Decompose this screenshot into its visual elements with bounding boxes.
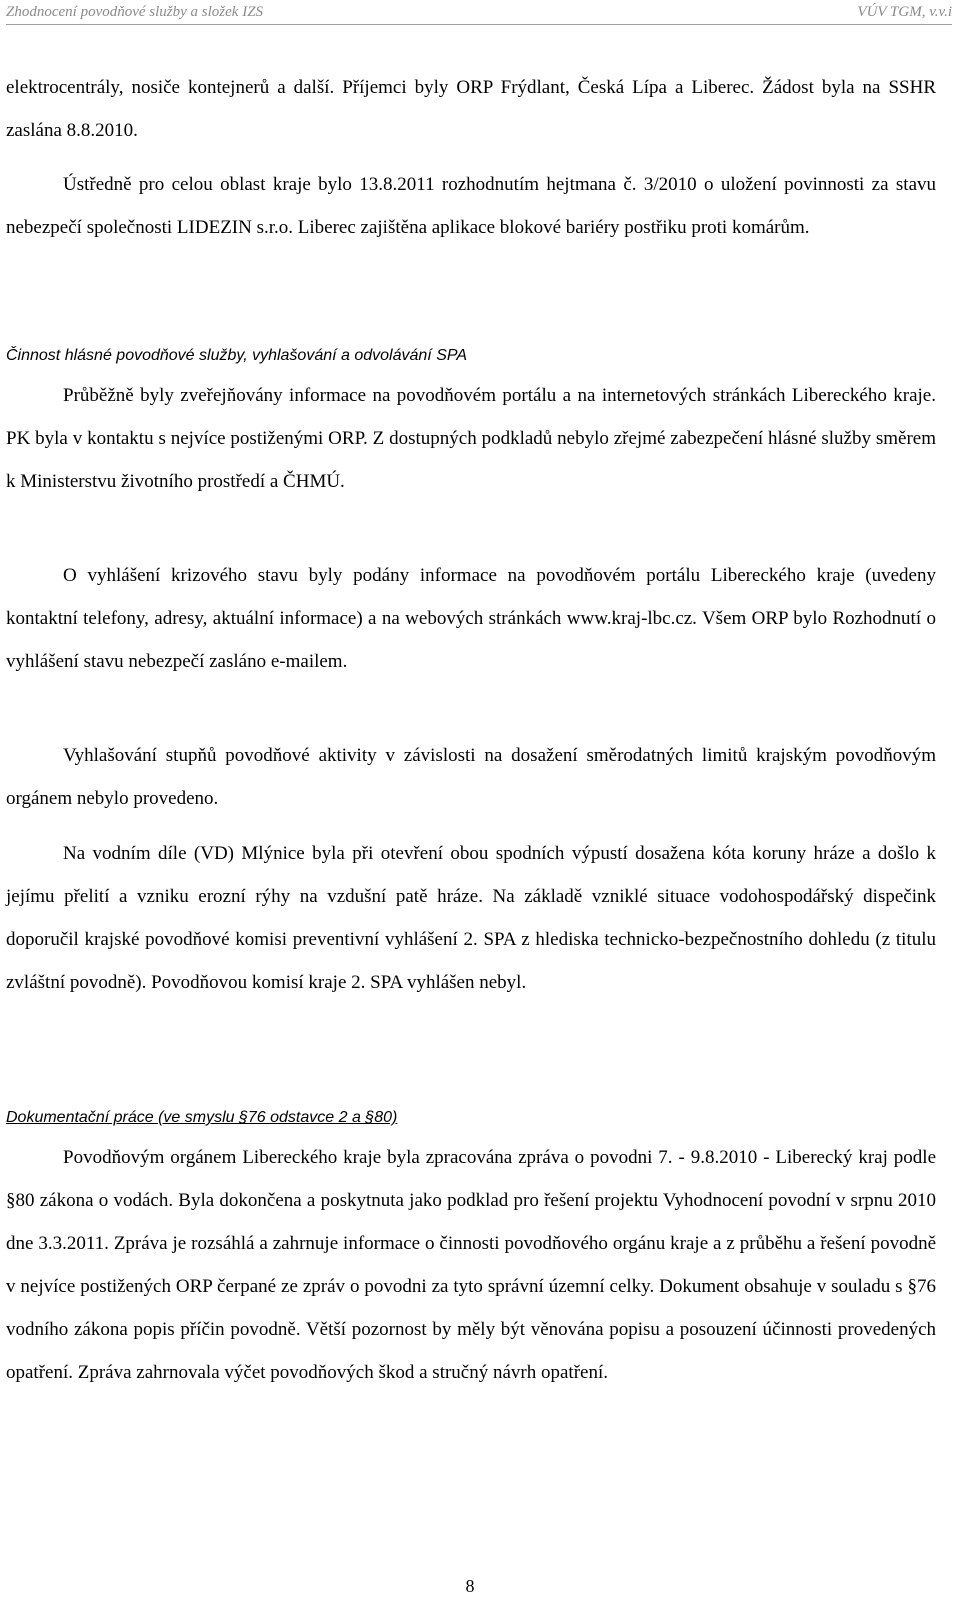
header-divider xyxy=(6,24,952,25)
header-title: Zhodnocení povodňové služby a složek IZS xyxy=(6,4,264,20)
page-header xyxy=(6,2,952,22)
header-organization: VÚV TGM, v.v.i xyxy=(857,4,952,20)
section-heading-spa: Činnost hlásné povodňové služby, vyhlašování a odvolávání SPA xyxy=(6,347,468,364)
paragraph-7: Povodňovým orgánem Libereckého kraje byla zpracována zpráva o povodni 7. - 9.8.2010 - Liberecký kraj podle §80 zákona o vodách. Byla dokončena a poskytnuta jako podklad pro řešení projektu Vyhodnocení povodní v srpnu 2010 dne 3.3.2011. Zpráva je rozsáhlá a zahrnuje informace o činnosti povodňového orgánu kraje a z průběhu a řešení povodně v nejvíce postižených ORP čerpané ze zpráv o povodni za tyto správní územní celky. Dokument obsahuje v souladu s §76 vodního zákona popis příčin povodně. Větší pozornost by měly být věnována popisu a posouzení účinnosti provedených opatření. Zpráva zahrnovala výčet povodňových škod a stručný návrh opatření. xyxy=(6,1147,936,1383)
section-heading-documentation: Dokumentační práce (ve smyslu §76 odstavce 2 a §80) xyxy=(6,1109,398,1126)
paragraph-5: Vyhlašování stupňů povodňové aktivity v závislosti na dosažení směrodatných limitů krajským povodňovým orgánem nebylo provedeno. xyxy=(6,745,936,809)
paragraph-6: Na vodním díle (VD) Mlýnice byla při otevření obou spodních výpustí dosažena kóta koruny hráze a došlo k jejímu přelití a vzniku erozní rýhy na vzdušní patě hráze. Na základě vzniklé situace vodohospodářský dispečink doporučil krajské povodňové komisi preventivní vyhlášení 2. SPA z hlediska technicko-bezpečnostního dohledu (z titulu zvláštní povodně). Povodňovou komisí kraje 2. SPA vyhlášen nebyl. xyxy=(6,843,936,993)
page-number: 8 xyxy=(465,1576,475,1596)
paragraph-2: Ústředně pro celou oblast kraje bylo 13.8.2011 rozhodnutím hejtmana č. 3/2010 o uložení povinnosti za stavu nebezpečí společnosti LIDEZIN s.r.o. Liberec zajištěna aplikace blokové bariéry postřiku proti komárům. xyxy=(6,174,936,238)
paragraph-1: elektrocentrály, nosiče kontejnerů a další. Příjemci byly ORP Frýdlant, Česká Lípa a Liberec. Žádost byla na SSHR zaslána 8.8.2010. xyxy=(6,77,936,141)
paragraph-3: Průběžně byly zveřejňovány informace na povodňovém portálu a na internetových stránkách Libereckého kraje. PK byla v kontaktu s nejvíce postiženými ORP. Z dostupných podkladů nebylo zřejmé zabezpečení hlásné služby směrem k Ministerstvu životního prostředí a ČHMÚ. xyxy=(6,385,936,492)
paragraph-4: O vyhlášení krizového stavu byly podány informace na povodňovém portálu Libereckého kraje (uvedeny kontaktní telefony, adresy, aktuální informace) a na webových stránkách www.kraj-lbc.cz. Všem ORP bylo Rozhodnutí o vyhlášení stavu nebezpečí zasláno e-mailem. xyxy=(6,565,936,672)
